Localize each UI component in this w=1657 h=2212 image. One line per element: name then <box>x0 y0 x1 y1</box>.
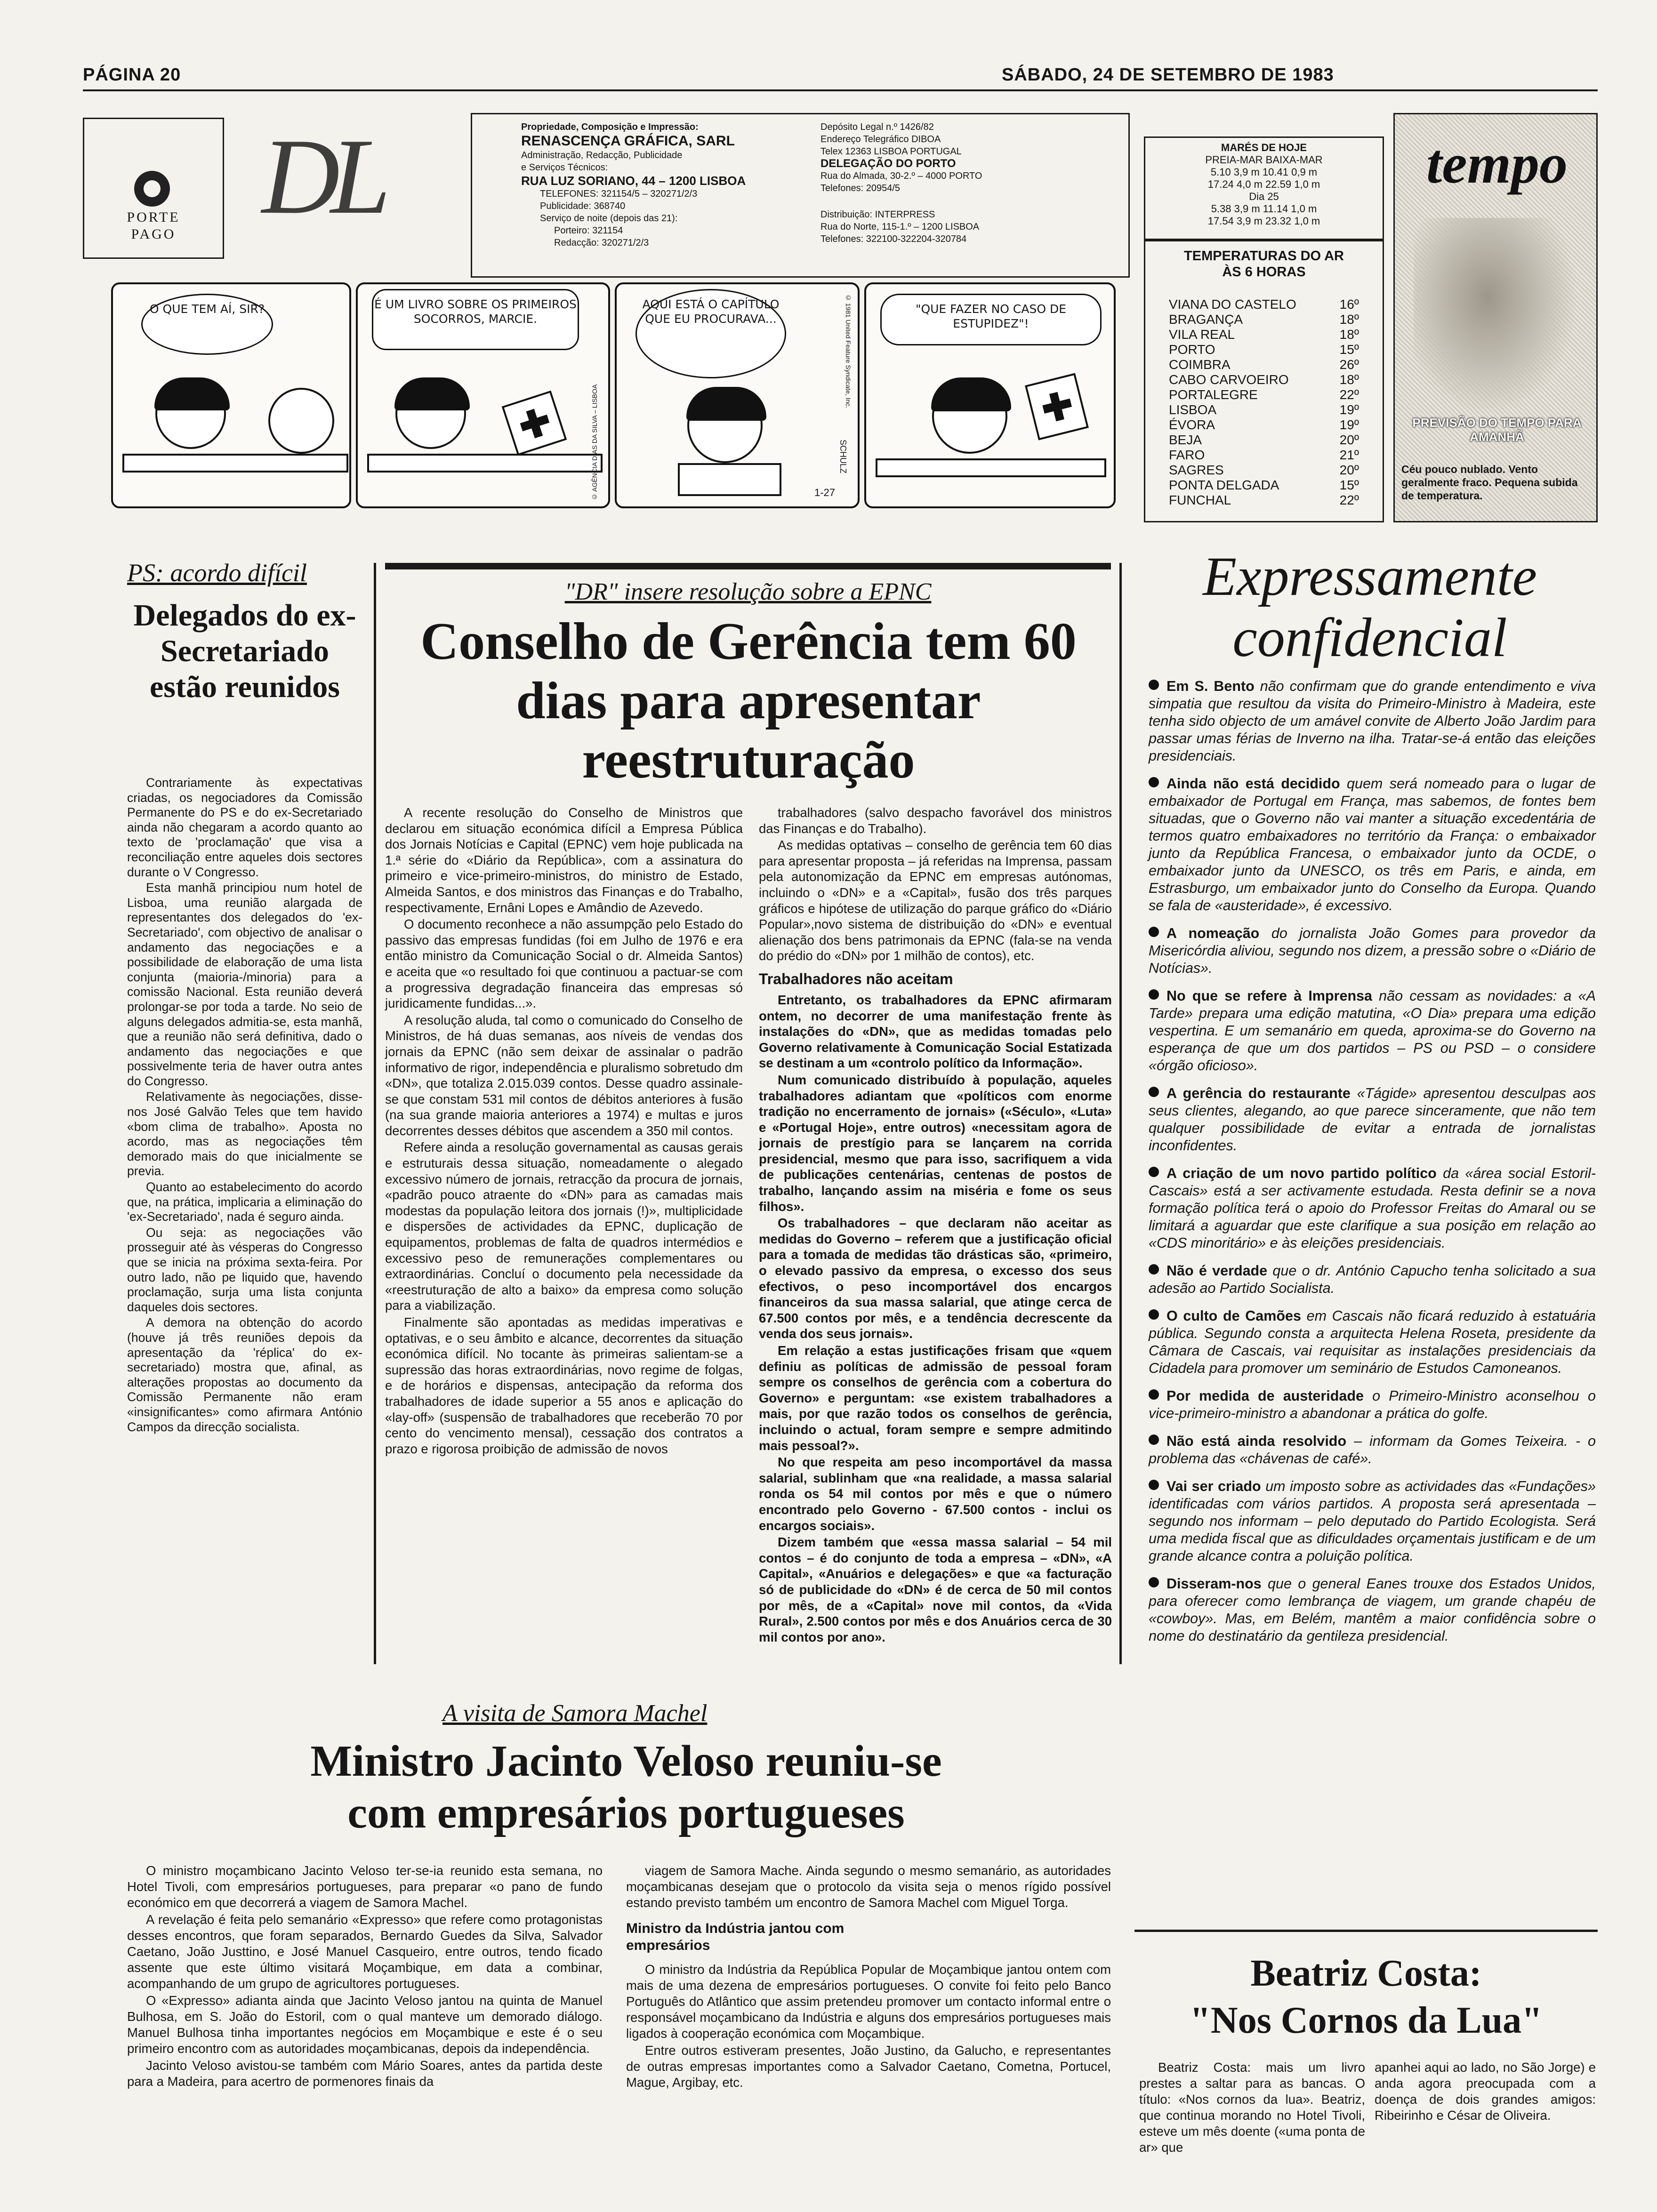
postal-seal-icon <box>134 171 170 207</box>
tides-row: Dia 25 <box>1249 191 1279 202</box>
pago-label: PAGO <box>131 226 176 242</box>
paragraph: Num comunicado distribuído à população, aqueles trabalhadores adiantam que «políticos com enorme tradição no encerramento de jornais» («Século», «Luta» e «Portugal Hoje», entre outros) «necessitam agora de jornais de prestígio para se lançarem na corrida presidencial, mesmo que para isso, sacrifiquem a vida de publicações centenárias, centenas de postos de trabalho, lançando assim na miséria e fome os seus filhos». <box>759 1072 1112 1214</box>
city-name: FUNCHAL <box>1169 493 1231 507</box>
weather-row <box>1169 327 1359 342</box>
masthead-left <box>521 121 804 249</box>
confidential-item <box>1149 1165 1596 1252</box>
masthead-line: DELEGAÇÃO DO PORTO <box>820 157 956 170</box>
masthead-right <box>820 121 1122 245</box>
bullet-icon <box>1149 1167 1159 1177</box>
samora-kicker: A visita de Samora Machel <box>442 1700 708 1727</box>
bullet-icon <box>1149 777 1159 787</box>
masthead-line: Porteiro: 321154 <box>554 225 623 236</box>
city-temperature: 15º <box>1339 342 1359 357</box>
paragraph: Entretanto, os trabalhadores da EPNC afirmaram ontem, no decorrer de uma manifestação frente às instalações do «DN», que as medidas tomadas pelo Governo relativamente à Comunicação Social Estatizada se destinam a um «controlo político da Informação». <box>759 992 1112 1071</box>
speech-text: "QUE FAZER NO CASO DE ESTUPIDEZ"! <box>915 302 1067 330</box>
main-article-col1 <box>385 805 743 1458</box>
masthead-line: Telefones: 20954/5 <box>820 183 901 193</box>
city-temperature: 18º <box>1339 312 1359 327</box>
beatriz-text-1: Beatriz Costa: mais um livro prestes a saltar para as bancas. O título: «Nos cornos da lua». Beatriz, que continua morando no Hotel Tivoli, esteve um mês doente («uma ponta de ar» que <box>1139 2060 1365 2155</box>
item-text: o Primeiro-Ministro aconselhou o vice-primeiro-ministro a abandonar a prática do golfe. <box>1149 1388 1596 1421</box>
confidential-item <box>1149 1387 1596 1422</box>
city-temperature: 15º <box>1339 478 1359 492</box>
main-headline: Conselho de Gerência tem 60 dias para apresentar reestruturação <box>420 612 1077 789</box>
city-name: PORTO <box>1169 342 1215 357</box>
school-desk <box>122 454 348 473</box>
bullet-icon <box>1149 1389 1159 1400</box>
bullet-icon <box>1149 1480 1159 1490</box>
forecast-text: Céu pouco nublado. Vento geralmente fraco. Pequena subida de temperatura. <box>1401 463 1578 502</box>
paragraph: Entre outros estiveram presentes, João Justino, da Galucho, e representantes de outras empresas importantes como a Salvador Caetano, Cometna, Portucel, Mague, Argibay, etc. <box>626 2043 1111 2090</box>
city-name: LISBOA <box>1169 402 1217 417</box>
paragraph: Quanto ao estabelecimento do acordo que, na prática, implicaria a eliminação do 'ex-Secretariado', nada é seguro ainda. <box>127 1180 362 1224</box>
confidential-item <box>1149 775 1596 914</box>
item-lead: A criação de um novo partido político <box>1166 1165 1437 1181</box>
weather-row <box>1169 433 1359 448</box>
subheading: Ministro da Indústria jantou com empresários <box>626 1921 845 1953</box>
paragraph: O ministro moçambicano Jacinto Veloso ter-se-ia reunido esta semana, no Hotel Tivoli, com empresários portugueses, para preparar «o pano de fundo económico em que decorrerá a viagem de Samora Machel. <box>127 1863 603 1910</box>
weather-map-illustration <box>1414 218 1578 416</box>
beatriz-col1 <box>1139 2060 1365 2156</box>
page-number: PÁGINA 20 <box>83 65 181 85</box>
paragraph: A resolução aluda, tal como o comunicado do Conselho de Ministros, de há duas semanas, aos níveis de vendas dos jornais da EPNC (não sem deixar de assinalar o padrão informativo de rigor, independência e pluralismo sobretudo dm «DN», que totaliza 2.015.039 contos. Desse quadro assinale-se que constam 531 mil contos de débitos anteriores à fusão (na sua grande maioria anteriores a 1974) e multas e juros decorrentes desses débitos que ascendem a 350 mil contos. <box>385 1012 743 1138</box>
tides-subtitle: PREIA-MAR BAIXA-MAR <box>1205 154 1323 166</box>
comic-panel-1 <box>111 282 351 508</box>
speech-text: O QUE TEM AÍ, SIR? <box>149 302 265 316</box>
masthead-line: Depósito Legal n.º 1426/82 <box>820 122 934 132</box>
confidential-item <box>1149 1307 1596 1377</box>
beatriz-col2 <box>1375 2060 1596 2124</box>
confidential-items <box>1149 678 1596 1655</box>
open-book-icon <box>678 463 781 496</box>
masthead-address: RUA LUZ SORIANO, 44 – 1200 LISBOA <box>521 174 746 188</box>
item-text: quem será nomeado para o lugar de embaixador de Portugal em França, mas sabemos, de fontes bem situadas, que o Governo não vai manter a situação excedentária de termos quatro embaixadores no território da França: o embaixador junto da República Francesa, o embaixador junto da OCDE, o embaixador junto da UNESCO, os três em Paris, e ainda, em Estrasburgo, um embaixador junto do Conselho da Europa. Quando se fala de «austeridade», é excessivo. <box>1149 776 1596 914</box>
confidential-item <box>1149 1575 1596 1645</box>
item-lead: Vai ser criado <box>1166 1478 1261 1494</box>
city-name: ÉVORA <box>1169 417 1215 432</box>
marcie-figure <box>687 388 763 463</box>
item-lead: No que se refere à Imprensa <box>1166 988 1372 1004</box>
confidential-item <box>1149 925 1596 977</box>
masthead-line <box>820 194 1122 208</box>
weather-forecast-panel <box>1393 113 1598 522</box>
paragraph: Dizem também que «essa massa salarial – 54 mil contos – é do conjunto de toda a empresa – «DN», «A Capital», «Anuários e delegações» e que «a facturação só de publicidade do «DN» é de cerca de 50 mil contos por mês, de a «Capital» nove mil contos, da «Vida Rural», 2.500 contos por mês e dos Anuários cerca de 30 mil contos por ano». <box>759 1535 1112 1644</box>
comic-copyright: © 1981 United Feature Syndicate, Inc. <box>845 294 852 409</box>
weather-row <box>1169 357 1359 372</box>
tides-title: MARÉS DE HOJE <box>1221 142 1307 153</box>
weather-row <box>1169 478 1359 493</box>
ps-article-body <box>127 776 362 1435</box>
bullet-icon <box>1149 927 1159 937</box>
ps-headline: Delegados do ex-Secretariado estão reunidos <box>133 598 356 704</box>
masthead-line: Redacção: 320271/2/3 <box>554 238 649 248</box>
confidential-headline-1: Expressamente <box>1203 545 1537 607</box>
item-text: em Cascais não ficará reduzido à estatuária pública. Segundo consta a arquitecta Helena Roseta, presidente da Câmara de Cascais, vai requisitar as instalações presidenciais da Cidadela para promover um seminário de Estudos Camoneanos. <box>1149 1308 1596 1376</box>
paragraph: Em relação a estas justificações frisam que «quem definiu as políticas de admissão de pessoal foram sempre os conselhos de gerência com a cobertura do Governo» e perguntam: «se existem trabalhadores a mais, por que razão todos os conselhos de gerência, incluindo o actual, foram sempre e sempre admitindo mais pessoal?». <box>759 1343 1112 1453</box>
confidential-item <box>1149 1262 1596 1297</box>
city-name: CABO CARVOEIRO <box>1169 372 1289 387</box>
paragraph: As medidas optativas – conselho de gerência tem 60 dias para apresentar proposta – já referidas na Imprensa, passam pela autonomização da EPNC em empresas autónomas, incluindo o «DN» e a «Capital», fusão dos três parques gráficos e hipótese de utilização do parque gráfico do «Diário Popular»,novo sistema de distribuição do «DN» e eventual alienação dos bens patrimonais da EPNC (fala-se na venda do prédio do «DN» por 1 milhão de contos), etc. <box>759 838 1112 963</box>
city-temperature: 26º <box>1339 357 1359 372</box>
weather-row <box>1169 402 1359 417</box>
bullet-icon <box>1149 680 1159 690</box>
city-name: SAGRES <box>1169 463 1224 477</box>
paragraph: trabalhadores (salvo despacho favorável dos ministros das Finanças e do Trabalho). <box>759 805 1112 836</box>
speech-bubble <box>635 289 786 378</box>
main-article-col2 <box>759 805 1112 1646</box>
confidential-item <box>1149 1433 1596 1467</box>
item-lead: Em S. Bento <box>1166 678 1255 694</box>
tides-row: 5.38 3,9 m 11.14 1,0 m <box>1211 203 1317 215</box>
masthead-line: Rua do Almada, 30-2.º – 4000 PORTO <box>820 171 982 181</box>
paragraph: Relativamente às negociações, disse-nos José Galvão Teles que tem havido «bom clima de trabalho». Aposta no acordo, mas as negociações têm demorado mais do que inicialmente se previa. <box>127 1090 362 1178</box>
city-name: COIMBRA <box>1169 357 1231 372</box>
tides-row: 17.24 4,0 m 22.59 1,0 m <box>1207 178 1320 190</box>
masthead-line: TELEFONES: 321154/5 – 320271/2/3 <box>540 189 698 199</box>
comic-signature: SCHULZ <box>838 440 848 474</box>
comic-panel-4 <box>864 282 1116 508</box>
weather-row <box>1169 417 1359 433</box>
city-temperature: 18º <box>1339 372 1359 387</box>
main-right-rule <box>1119 563 1122 1664</box>
speech-text: É UM LIVRO SOBRE OS PRIMEIROS SOCORROS, MARCIE. <box>374 297 577 326</box>
speech-bubble <box>372 289 579 350</box>
item-lead: Ainda não está decidido <box>1166 776 1340 792</box>
paragraph: Contrariamente às expectativas criadas, os negociadores da Comissão Permanente do PS e do ex-Secretariado ainda não chegaram a acordo quanto ao texto de 'proclamação' que visa a reconciliação entre aqueles dois sectores durante o V Congresso. <box>127 776 362 879</box>
paragraph: O ministro da Indústria da República Popular de Moçambique jantou ontem com mais de uma dezena de empresários portugueses. O convite foi feito pelo Banco Português do Atlântico que assim pretendeu promover um contacto informal entre o responsável moçambicano da Indústria e alguns dos empresários portugueses mais ligados à cooperação económica com Moçambique. <box>626 1962 1111 2041</box>
comic-date-mark: 1-27 <box>814 487 836 498</box>
city-name: BRAGANÇA <box>1169 312 1243 327</box>
beatriz-headline-2: "Nos Cornos da Lua" <box>1190 2000 1543 2041</box>
confidential-item <box>1149 987 1596 1074</box>
bullet-icon <box>1149 1087 1159 1097</box>
weather-row <box>1169 387 1359 402</box>
main-left-rule <box>374 563 376 1664</box>
city-temperature: 20º <box>1339 433 1359 447</box>
paragraph: A demora na obtenção do acordo (houve já três reuniões depois da apresentação da 'réplica' do ex-secretariado) mostra que, afinal, as alterações propostas ao documento da Comissão Permanente não eram «insignificantes» como afirmara António Campos da direcção socialista. <box>127 1315 362 1434</box>
city-name: PORTALEGRE <box>1169 387 1258 402</box>
weather-row <box>1169 297 1359 312</box>
paragraph: Refere ainda a resolução governamental as causas gerais e estruturais dessa situação, nomeadamente o alegado excessivo número de jornais, retracção da procura de jornais, «padrão pouco atraente do «DN» para as camadas mais modestas da população leitora dos jornais (!)», multiplicidade e dispersões de actividades da EPNC, duplicação de equipamentos, problemas de falta de quadros intermédios e excessivo peso de remunerações complementares ou extraordinárias. Concluí o documento pela necessidade da «reestruturação de alto a baixo» da empresa como solução para a viabilização. <box>385 1140 743 1313</box>
samora-headline-1: Ministro Jacinto Veloso reuniu-se <box>310 1737 942 1786</box>
porte-pago-box <box>83 118 224 259</box>
weather-row <box>1169 448 1359 463</box>
masthead-line: e Serviços Técnicos: <box>521 162 608 173</box>
comic-panel-3 <box>615 282 860 508</box>
comic-panel-2 <box>356 282 610 508</box>
school-desk <box>876 458 1106 477</box>
marcie-figure <box>932 378 1007 454</box>
confidential-headline-2: confidencial <box>1232 607 1507 668</box>
masthead-line: Serviço de noite (depois das 21): <box>540 213 678 224</box>
masthead-line: Administração, Redacção, Publicidade <box>521 150 683 160</box>
paragraph: Ou seja: as negociações vão prosseguir até às vésperas do Congresso que se inicia na próxima sexta-feira. Por outro lado, não pe liquido que, havendo proclamação, surja uma lista conjunta daqueles dois sectores. <box>127 1225 362 1314</box>
city-name: VILA REAL <box>1169 327 1235 342</box>
city-name: FARO <box>1169 448 1205 462</box>
item-text: «Tágide» apresentou desculpas aos seus clientes, alegando, ao que parece sinceramente, que não tem qualquer possibilidade de evitar a entrada de jornalistas inconfidentes. <box>1149 1085 1596 1154</box>
masthead-line: Telex 12363 LISBOA PORTUGAL <box>820 146 962 157</box>
item-text: da «área social Estoril-Cascais» está a ser activamente estudada. Resta definir se a nova formação política terá o apoio do Professor Freitas do Amaral ou se limitará a aguardar que este clarifique a sua posição em relação ao «CDS minoritário» e às eleições presidenciais. <box>1149 1165 1596 1251</box>
main-top-rule <box>385 563 1111 569</box>
city-temperature: 19º <box>1339 402 1359 417</box>
masthead-info <box>471 113 1130 278</box>
weather-row <box>1169 342 1359 357</box>
city-name: PONTA DELGADA <box>1169 478 1279 492</box>
city-temperature: 22º <box>1339 387 1359 402</box>
weather-box <box>1144 240 1384 522</box>
city-temperature: 18º <box>1339 327 1359 342</box>
paragraph: No que respeita am peso incomportável da massa salarial, sublinham que «na realidade, a massa salarial ronda os 54 mil contos por mês e que o número encontrado pelo Governo - 67.500 contos - inclui os encargos sociais». <box>759 1455 1112 1533</box>
item-text: não confirmam que do grande entendimento e viva simpatia que resultou da visita do Primeiro-Ministro à Madeira, este tenha sido objecto de um amável convite de Alberto João Jardim para passar umas férias de Inverno na ilha. Tratar-se-á então das eleições presidenciais. <box>1149 678 1596 764</box>
city-temperature: 19º <box>1339 417 1359 432</box>
paragraph: A recente resolução do Conselho de Ministros que declarou em situação económica difícil a Empresa Pública dos Jornais Notícias e Capital (EPNC) vem hoje publicada na 1.ª série do «Diário da República», com a assinatura do primeiro e vice-primeiro-ministros, do ministro de Estado, Almeida Santos, e dos ministros das Finanças e do Trabalho, respectivamente, Ernâni Lopes e Amândio de Azevedo. <box>385 805 743 915</box>
issue-date: SÁBADO, 24 DE SETEMBRO DE 1983 <box>1002 65 1334 85</box>
paragraph: Esta manhã principiou num hotel de Lisboa, uma reunião alargada de representantes dos delegados do 'ex-Secretariado', com objectivo de analisar o andamento das negociações e a possibilidade de elaboração de uma lista conjunta (maioria-/minoria) para a comissão Nacional. Esta reunião deverá prolongar-se por toda a tarde. No seio de alguns delegados admitia-se, esta manhã, que a reunião não será definitiva, dado o andamento das negociações e que possivelmente teria de haver outra antes do Congresso. <box>127 881 362 1088</box>
masthead-company: RENASCENÇA GRÁFICA, SARL <box>521 133 735 149</box>
item-text: um imposto sobre as actividades das «Fundações» identificadas com vários partidos. A proposta será apresentada – segundo nos informam – pelo deputado do Partido Ecologista. Será uma medida fiscal que as dificuldades orçamentais justificam e de um grande alcance contra a poluição política. <box>1149 1478 1596 1564</box>
speech-bubble <box>880 294 1102 345</box>
weather-row <box>1169 463 1359 478</box>
bullet-icon <box>1149 1577 1159 1587</box>
paragraph: O «Expresso» adianta ainda que Jacinto Veloso jantou na quinta de Manuel Bulhosa, em S. João do Estoril, com o qual manteve um demorado diálogo. Manuel Bulhosa tinha importantes negócios em Moçambique e este é o seu primeiro encontro com as autoridades moçambicanas, depois da independência. <box>127 1993 603 2056</box>
beatriz-headline-1: Beatriz Costa: <box>1250 1953 1482 1994</box>
samora-headline-2: com empresários portugueses <box>347 1788 905 1837</box>
marcie-figure <box>395 378 466 449</box>
bullet-icon <box>1149 1309 1159 1320</box>
item-text: que o general Eanes trouxe dos Estados Unidos, para oferecer como lembrança de viagem, um grande chapéu de «cowboy». Mas, em Belém, mantêm a maior confidência sobre o nome do destinatário da gentileza presidencial. <box>1149 1576 1596 1644</box>
bullet-icon <box>1149 1264 1159 1274</box>
tides-box <box>1144 136 1384 240</box>
tempo-logo: tempo <box>1426 132 1568 195</box>
city-temperature: 20º <box>1339 463 1359 477</box>
ps-kicker: PS: acordo difícil <box>127 559 307 587</box>
porte-label: PORTE <box>127 209 180 225</box>
item-lead: Não está ainda resolvido <box>1166 1433 1347 1449</box>
confidential-item <box>1149 1085 1596 1154</box>
forecast-title: PREVISÃO DO TEMPO PARA AMANHÃ <box>1412 416 1582 444</box>
first-aid-book-icon <box>1025 373 1089 440</box>
speech-bubble <box>141 294 273 355</box>
confidential-item <box>1149 1478 1596 1565</box>
samora-article-col1 <box>127 1863 603 2091</box>
weather-row <box>1169 312 1359 327</box>
item-lead: Por medida de austeridade <box>1166 1388 1364 1404</box>
weather-title: TEMPERATURAS DO AR <box>1184 248 1344 264</box>
city-name: VIANA DO CASTELO <box>1169 297 1296 312</box>
weather-row <box>1169 493 1359 508</box>
school-desk <box>367 454 603 473</box>
item-lead: Disseram-nos <box>1166 1576 1262 1592</box>
item-lead: A nomeação <box>1166 925 1260 941</box>
masthead-line: Rua do Norte, 115-1.º – 1200 LISBOA <box>820 222 980 232</box>
peppermint-patty-figure <box>268 388 334 454</box>
bullet-icon <box>1149 989 1159 1000</box>
paragraph: Finalmente são apontadas as medidas imperativas e optativas, e o seu âmbito e alcance, decorrentes da situação económica difícil. No tocante às primeiras salientam-se a supressão das horas extraordinárias, novo regime de folgas, e de horários e dispensas, antecipação da reforma dos trabalhadores de idade superior a 55 anos e aplicação do «lay-off» (suspensão de trabalhadores que receberão 70 por cento do vencimento mensal), cessação dos contratos a prazo e rigorosa proibição de admissão de novos <box>385 1315 743 1456</box>
beatriz-top-rule <box>1134 1930 1598 1932</box>
item-lead: O culto de Camões <box>1166 1308 1301 1324</box>
item-lead: A gerência do restaurante <box>1166 1085 1351 1101</box>
paragraph: A revelação é feita pelo semanário «Expresso» que refere como protagonistas desses encontros, que foram separados, Bernardo Guedes da Silva, Salvador Caetano, João Justtino, e José Manuel Casqueiro, entre outros, tendo ficado assente que este último visitará Moçambique, em data a combinar, acompanhando de um grupo de agricultores portugueses. <box>127 1912 603 1991</box>
paragraph: Os trabalhadores – que declaram não aceitar as medidas do Governo – referem que a justificação oficial para a tomada de medidas tão drásticas são, «primeiro, o elevado passivo da empresa, o excesso dos seus efectivos, o peso incomportável dos encargos financeiros da sua massa salarial, que atinge cerca de 67.500 contos por mês, e a tendência decrescente da venda dos seus jornais». <box>759 1216 1112 1341</box>
comic-strip <box>111 278 1116 513</box>
masthead-line: Distribuição: INTERPRESS <box>820 209 935 220</box>
item-text: que o dr. António Capucho tenha solicitado a sua adesão ao Partido Socialista. <box>1149 1263 1596 1296</box>
item-text: do jornalista João Gomes para provedor da Misericórdia aliviou, segundo nos dizem, a pressão sobre o «Diário de Notícias». <box>1149 925 1596 976</box>
confidential-item <box>1149 678 1596 765</box>
city-temperature: 16º <box>1339 297 1359 312</box>
speech-text: AQUI ESTÁ O CAPÍTULO QUE EU PROCURAVA... <box>642 297 780 326</box>
city-temperature: 22º <box>1339 493 1359 507</box>
masthead-line: Telefones: 322100-322204-320784 <box>820 234 967 244</box>
weather-subtitle: ÀS 6 HORAS <box>1222 264 1306 280</box>
marcie-figure <box>155 378 226 449</box>
masthead-line: Publicidade: 368740 <box>540 201 626 211</box>
newspaper-logo-box <box>233 52 460 259</box>
city-name: BEJA <box>1169 433 1202 447</box>
item-lead: Não é verdade <box>1166 1263 1268 1279</box>
item-text: – informam da Gomes Teixeira. - o problema das «chávenas de café». <box>1149 1433 1596 1467</box>
masthead-line: Propriedade, Composição e Impressão: <box>521 122 699 132</box>
paragraph: Jacinto Veloso avistou-se também com Mário Soares, antes da partida deste para a Madeira, para acertro de pormenores finais da <box>127 2058 603 2089</box>
item-text: não cessam as novidades: a «A Tarde» prepara uma edição matutina, «O Dia» prepara uma edição vespertina. E um semanário em queda, aproxima-se do Governo na esperança de que um dos partidos – PS ou PSD – o considere «órgão oficioso». <box>1149 988 1596 1074</box>
masthead-line: Endereço Telegráfico DIBOA <box>820 134 941 144</box>
main-kicker: "DR" insere resolução sobre a EPNC <box>564 578 932 605</box>
newspaper-logo: DL <box>262 116 382 236</box>
beatriz-text-2: apanhei aqui ao lado, no São Jorge) e anda agora preocupada com a doença de dois grandes amigos: Ribeirinho e César de Oliveira. <box>1375 2060 1596 2123</box>
tides-row: 17.54 3,9 m 23.32 1,0 m <box>1207 215 1320 227</box>
paragraph: viagem de Samora Mache. Ainda segundo o mesmo semanário, as autoridades moçambicanas desejam que o protocolo da visita seja o menos rígido possível estando previsto também um encontro de Samora Machel com Miguel Torga. <box>626 1863 1111 1910</box>
samora-article-col2 <box>626 1863 1111 2092</box>
weather-row <box>1169 372 1359 387</box>
comic-credit: © AGÊNCIA DIAS DA SILVA – LISBOA <box>591 384 598 501</box>
subheading: Trabalhadores não aceitam <box>759 970 953 987</box>
weather-list <box>1169 297 1359 508</box>
paragraph: O documento reconhece a não assumpção pelo Estado do passivo das empresas fundidas (foi em Julho de 1976 e era então ministro da Comunicação Social o dr. Almeida Santos) e aceita que «o resultado foi que continuou a pactuar-se com a progressiva degradação financeira das empresas só juridicamente fundidas...». <box>385 917 743 1011</box>
first-aid-book-icon <box>502 391 567 456</box>
bullet-icon <box>1149 1435 1159 1445</box>
tides-row: 5.10 3,9 m 10.41 0,9 m <box>1210 166 1318 178</box>
city-temperature: 21º <box>1339 448 1359 462</box>
